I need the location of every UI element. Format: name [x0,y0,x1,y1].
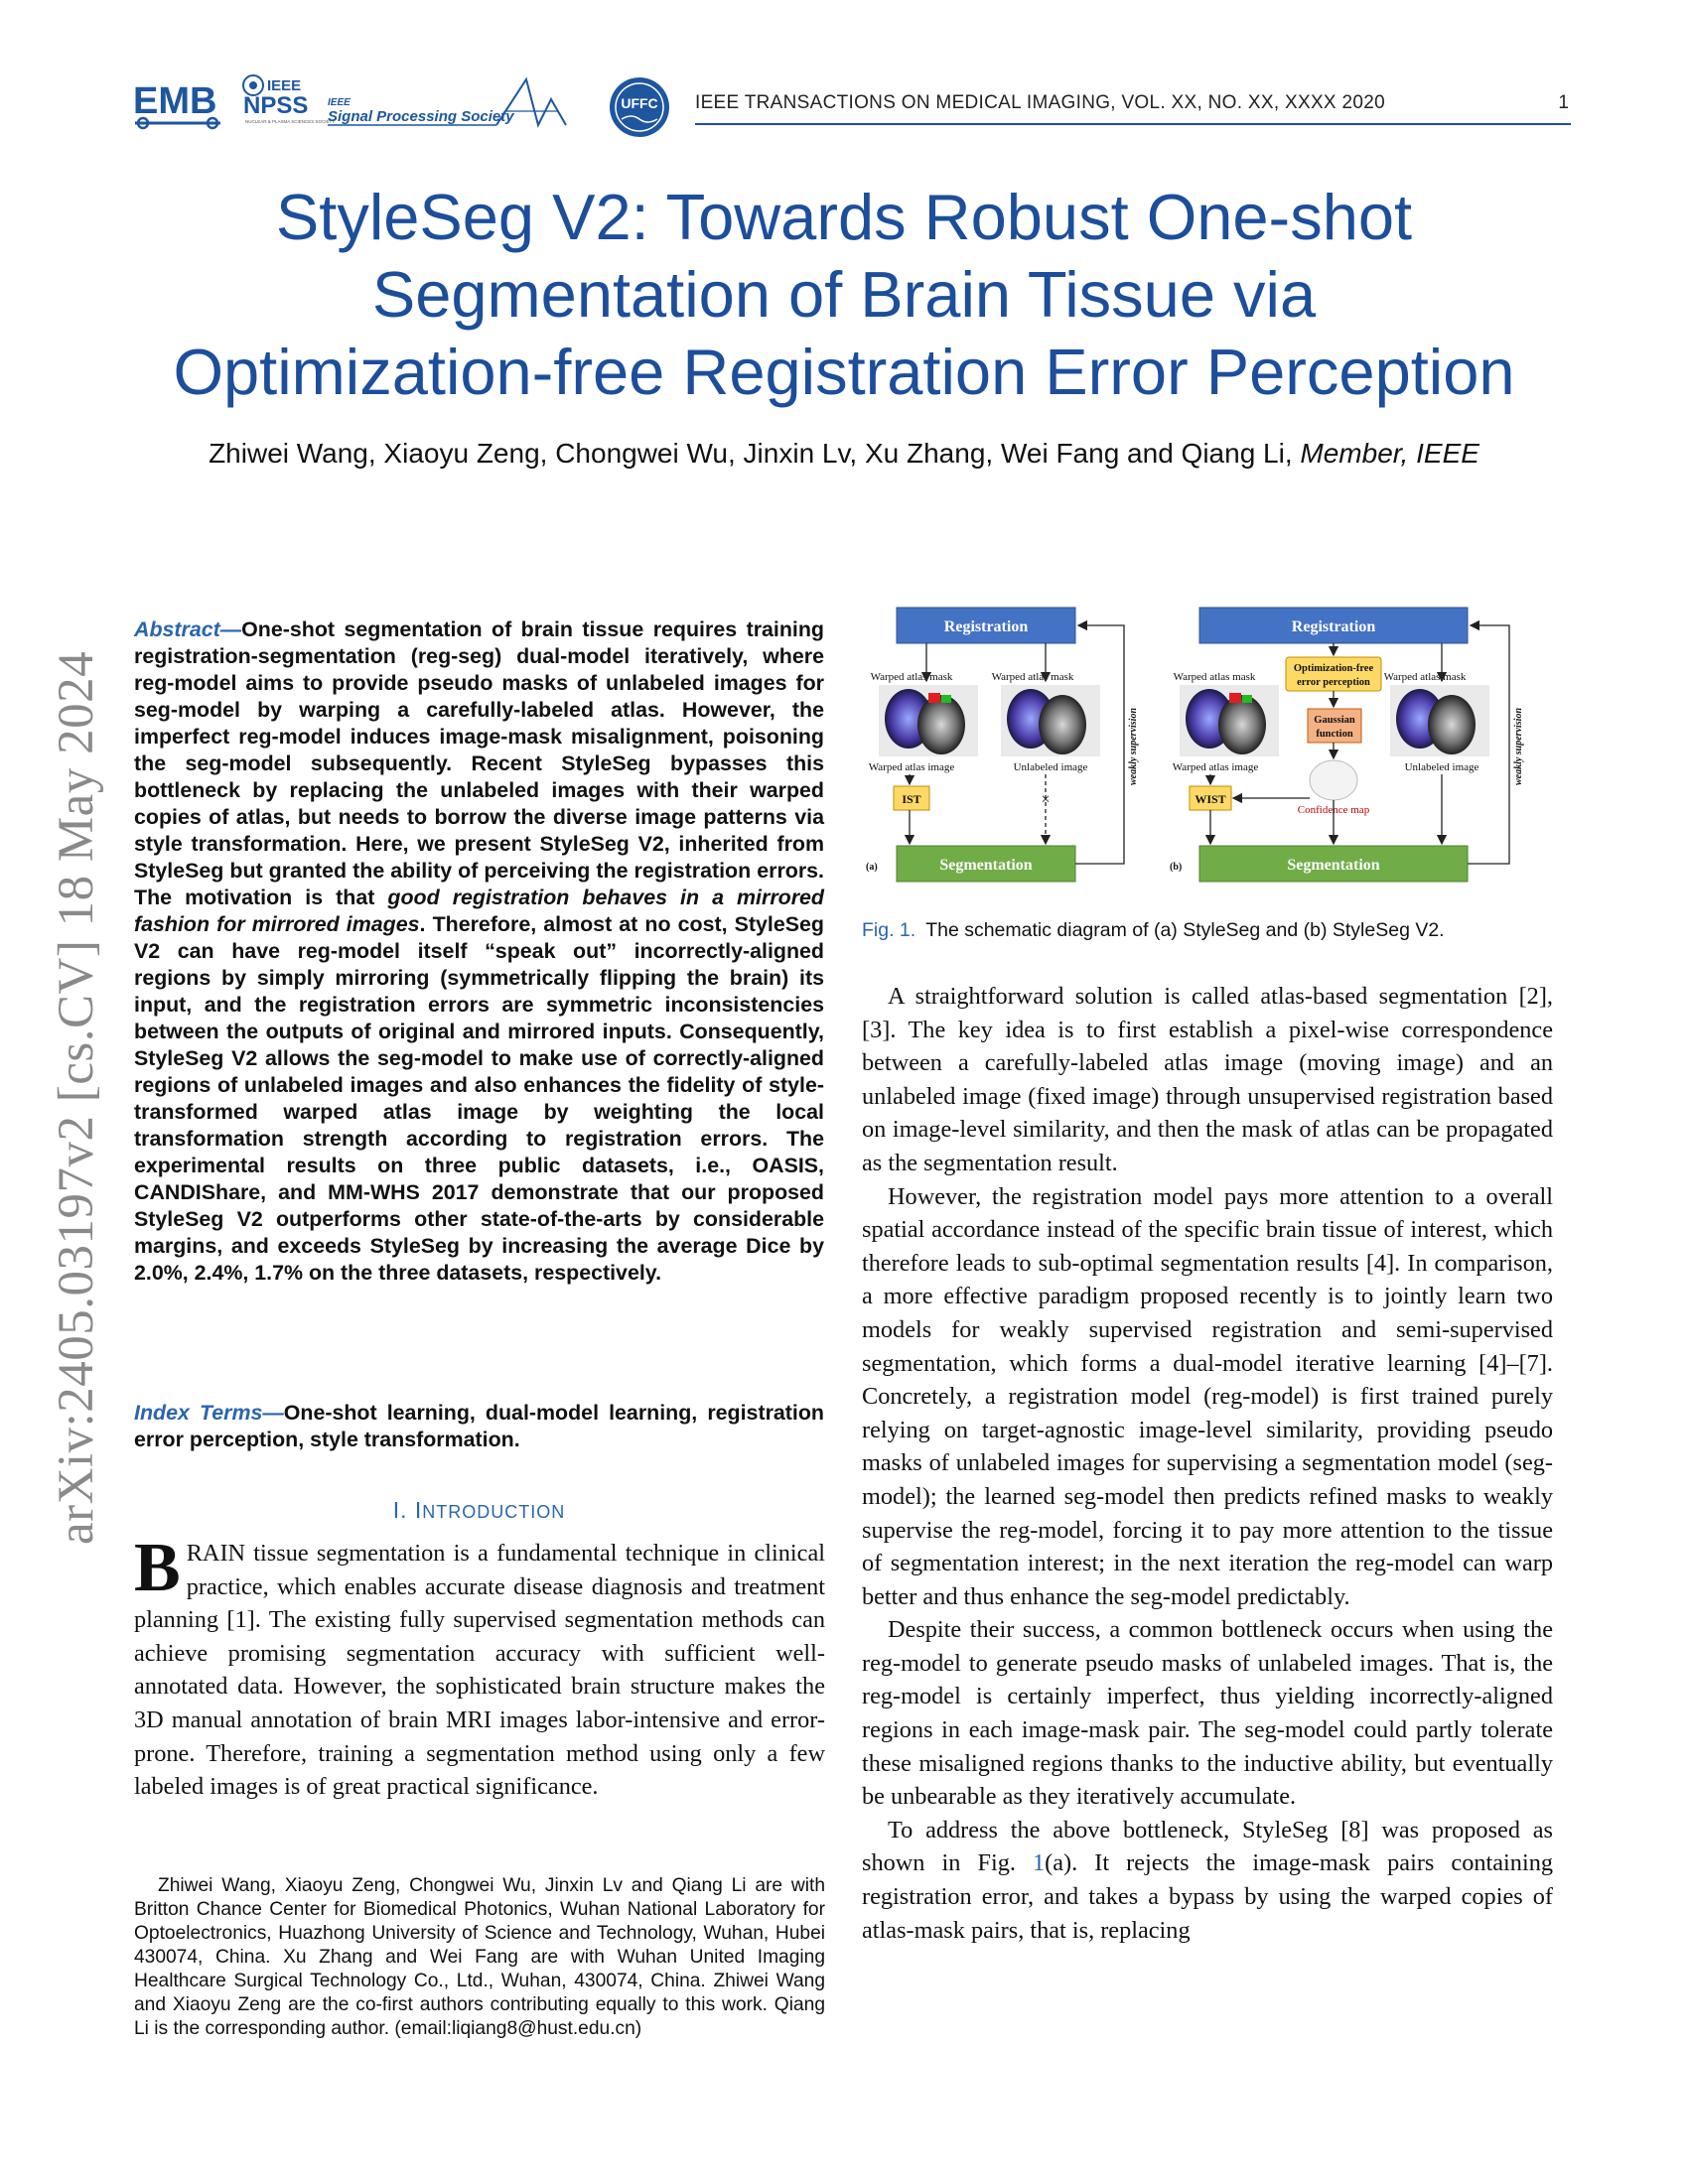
svg-text:EMB: EMB [133,80,217,122]
svg-text:NPSS: NPSS [243,92,309,119]
paper-title [109,179,1579,411]
journal-title: IEEE TRANSACTIONS ON MEDICAL IMAGING, VOL. XX, NO. XX, XXXX 2020 [695,92,1385,113]
mask-highlight-b2 [1242,695,1252,703]
registration-label-a: Registration [943,618,1029,635]
title-line-2: Segmentation of Brain Tissue via [371,258,1317,331]
abstract-text-2: . Therefore, almost at no cost, StyleSeg V2 can have reg-model itself “speak out” incorrectly-aligned regions by simply mirroring (symmetrically flipping the brain) its input, and the registration errors are symmetric inconsistencies between the outputs of original and mirrored inputs. Consequently, StyleSeg V2 allows the seg-model to make use of correctly-aligned regions of unlabeled images and also enhances the fidelity of style-transformed warped atlas image by weighting the local transformation strength according to registration errors. The experimental results on three public datasets, i.e., OASIS, CANDIShare, and MM-WHS 2017 demonstrate that our proposed StyleSeg V2 outperforms other state-of-the-arts by considerable margins, and exceeds StyleSeg by increasing the average Dice by 2.0%, 2.4%, 1.7% on the three datasets, respectively. [134,912,824,1285]
author-list [109,438,1579,470]
paragraph-2: However, the registration model pays more attention to a overall spatial accordance instead of the specific brain tissue of interest, which therefore leads to sub-optimal segmentation results [4]. In comparison, a more effective paradigm proposed recently is to jointly learn two models for weakly supervised registration and semi-supervised segmentation, which forms a dual-model iterative learning [4]–[7]. Concretely, a registration model (reg-model) is first trained purely relying on target-agnostic image-level similarity, providing pseudo masks of unlabeled images for supervising a segmentation model (seg-model); the learned seg-model then predicts refined masks to weakly supervise the reg-model, forcing it to pay more attention to the tissue of segmentation interest; in the next iteration the reg-model can warp better and thus enhance the seg-model predictably. [862,1182,1553,1610]
index-terms [134,1400,824,1453]
wist-label: WIST [1195,792,1226,806]
warped-atlas-mask-label-b2: Warped atlas mask [1383,671,1467,683]
abstract-emphasis: good registration behaves in a mirrored fashion for mirrored images [134,886,825,936]
warped-atlas-mask-label-a: Warped atlas mask [870,671,953,683]
svg-text:IEEE: IEEE [267,77,302,94]
figure-caption-text: The schematic diagram of (a) StyleSeg and (b) StyleSeg V2. [925,919,1445,941]
section-number: I. [392,1497,408,1523]
intro-text: RAIN tissue segmentation is a fundamental technique in clinical practice, which enables accurate disease diagnosis and treatment planning [1]. The existing fully supervised segmentation methods can achieve promising segmentation accuracy with sufficient well-annotated data. However, the sophisticated brain structure makes the 3D manual annotation of brain MRI images labor-intensive and error-prone. Therefore, training a segmentation method using only a few labeled images is of great practical significance. [134,1540,825,1801]
mask-highlight-a2 [941,695,951,703]
svg-text:NUCLEAR & PLASMA SCIENCES SOCI: NUCLEAR & PLASMA SCIENCES SOCIETY [245,119,336,124]
optimization-free-label-2: error perception [1297,677,1370,688]
abstract-text-1: One-shot segmentation of brain tissue requires training registration-segmentation (reg-seg) dual-model iteratively, where reg-model aims to provide pseudo masks of unlabeled images for seg-model by warping a carefully-labeled atlas. However, the imperfect reg-model induces image-mask misalignment, poisoning the seg-model subsequently. Recent StyleSeg bypasses this bottleneck by replacing the unlabeled images with their warped copies of atlas, but needs to borrow the diverse image patterns via style transformation. Here, we present StyleSeg V2, inherited from StyleSeg but granted the ability of perceiving the registration errors. The motivation is that [134,617,824,909]
paragraph-4-text-b: (a). It rejects the image-mask pairs containing registration error, and takes a bypass by using the warped copies of atlas-mask pairs, that is, replacing [862,1849,1553,1944]
panel-label-a: (a) [866,862,878,873]
paragraph-4-text-a: To address the above bottleneck, StyleSeg [8] was proposed as shown in Fig. [862,1816,1553,1877]
atlas-image-brain-b [1218,695,1266,754]
weak-supervision-label-a: weakly supervision [1128,707,1139,786]
figure-1 [864,608,1571,895]
unlabeled-image-label-a: Unlabeled image [1013,761,1088,773]
signal-processing-society-logo [328,69,572,135]
mask-highlight-b [1229,693,1241,703]
ist-label: IST [902,792,921,806]
paragraph-3: Despite their success, a common bottleneck occurs when using the reg-model to generate pseudo masks of unlabeled images. That is, the reg-model is certainly imperfect, thus yielding incorrectly-aligned regions in each image-mask pair. The seg-model could partly tolerate these misaligned regions thanks to the inductive ability, but eventually be unbearable as they iteratively accumulate. [862,1616,1553,1811]
figure-reference-link[interactable]: 1 [1033,1849,1046,1877]
paragraph-1: A straightforward solution is called atlas-based segmentation [2], [3]. The key idea is to first establish a pixel-wise correspondence between a carefully-labeled atlas image (moving image) and an unlabeled image (fixed image) through unsupervised registration based on image-level similarity, and then the mask of atlas can be propagated as the segmentation result. [862,983,1553,1176]
title-line-3: Optimization-free Registration Error Perception [173,336,1515,408]
svg-text:IEEE: IEEE [328,97,351,108]
uffc-logo [608,75,671,139]
segmentation-label-b: Segmentation [1287,857,1380,874]
segmentation-label-a: Segmentation [939,857,1033,874]
gaussian-label-1: Gaussian [1314,715,1355,726]
paragraph-4 [862,1814,1553,1947]
index-terms-text: One-shot learning, dual-model learning, registration error perception, style transformation. [134,1401,824,1451]
npss-logo [241,71,336,137]
author-footnote: Zhiwei Wang, Xiaoyu Zeng, Chongwei Wu, Jinxin Lv and Qiang Li are with Britton Chance Center for Biomedical Photonics, Wuhan National Laboratory for Optoelectronics, Huazhong University of Science and Technology, Wuhan, Hubei 430074, China. Xu Zhang and Wei Fang are with Wuhan United Imaging Healthcare Surgical Technology Co., Ltd., Wuhan, 430074, China. Zhiwei Wang and Xiaoyu Zeng are the co-first authors contributing equally to this work. Qiang Li is the corresponding author. (email:liqiang8@hust.edu.cn) [134,1875,825,2039]
authors-membership: Member, IEEE [1300,438,1479,469]
rejected-cross: × [1041,791,1051,808]
abstract [134,616,824,1287]
section-name-cap: I [414,1497,423,1523]
header-rule [695,123,1571,125]
optimization-free-label-1: Optimization-free [1293,663,1374,674]
weak-supervision-label-b: weakly supervision [1513,707,1524,786]
confidence-map-image [1310,760,1357,800]
figure-caption-label: Fig. 1. [862,919,916,941]
title-line-1: StyleSeg V2: Towards Robust One-shot [275,181,1413,253]
section-name-rest: NTRODUCTION [422,1502,566,1522]
unlabeled-image-label-b: Unlabeled image [1404,761,1479,773]
index-terms-label: Index Terms— [134,1401,284,1425]
unlabeled-brain-a [1039,695,1086,754]
abstract-label: Abstract— [134,617,242,641]
page-number: 1 [1558,92,1569,113]
panel-label-b: (b) [1170,862,1183,873]
right-column-body [862,980,1553,1947]
confidence-map-label: Confidence map [1297,804,1370,816]
svg-text:Signal Processing Society: Signal Processing Society [328,108,514,125]
warped-atlas-image-label-b: Warped atlas image [1172,761,1259,773]
drop-cap: B [134,1530,181,1606]
arxiv-identifier: arXiv:2405.03197v2 [cs.CV] 18 May 2024 [49,650,104,1545]
intro-paragraph [134,1530,825,1804]
atlas-image-brain-a [917,695,965,754]
section-heading [134,1497,824,1524]
warped-atlas-mask-label-a2: Warped atlas mask [991,671,1074,683]
figure-caption [862,919,1573,942]
registration-label-b: Registration [1291,618,1376,635]
warped-atlas-mask-label-b: Warped atlas mask [1173,671,1256,683]
gaussian-label-2: function [1316,729,1353,740]
authors-names: Zhiwei Wang, Xiaoyu Zeng, Chongwei Wu, Jinxin Lv, Xu Zhang, Wei Fang and Qiang Li, [209,438,1293,469]
journal-header [695,92,1569,114]
emb-logo [133,77,224,135]
svg-text:UFFC: UFFC [621,95,658,111]
warped-atlas-image-label-a: Warped atlas image [868,761,955,773]
mask-highlight-a [928,693,940,703]
unlabeled-brain-b [1428,695,1476,754]
